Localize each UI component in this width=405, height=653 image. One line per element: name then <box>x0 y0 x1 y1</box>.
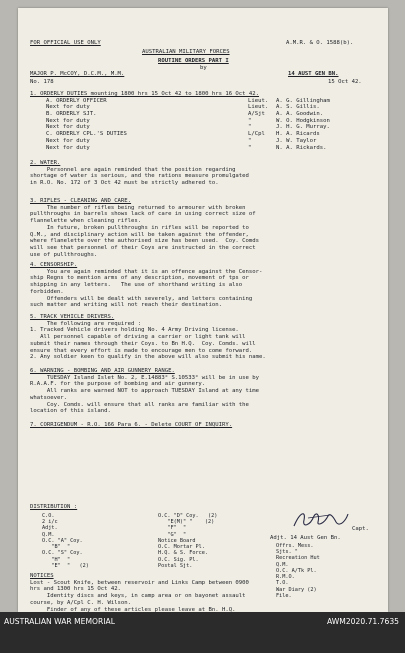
duty-rank: " <box>248 137 252 144</box>
duty-rank: A/Sjt <box>248 111 265 118</box>
distribution-entry: O.C. Mortar Pl. <box>158 544 205 551</box>
paragraph-line: use of pullthroughs. <box>30 251 98 258</box>
distribution-entry: R.M.O. <box>276 574 295 581</box>
section-heading: 6. WARNING - BOMBING AND AIR GUNNERY RANGE. <box>30 368 175 374</box>
archive-name: AUSTRALIAN WAR MEMORIAL <box>4 617 115 626</box>
paragraph-line: In future, broken pullthroughs in rifles will be reported to <box>30 224 249 231</box>
paragraph-line: in R.O. No. 172 of 3 Oct 42 must be strictly adhered to. <box>30 180 219 187</box>
section-water <box>30 160 380 187</box>
paragraph-line: flannelette when cleaning rifles. <box>30 218 142 225</box>
paragraph-line: pullthroughs in barrels shows lack of care in using correct size of <box>30 211 256 218</box>
duty-name: A. A. Goodwin. <box>276 111 324 118</box>
paragraph-line: Q.M., and disciplinary action will be taken against the offender, <box>30 231 249 238</box>
paragraph-line: Lost - Scout Knife, between reservoir and Links Camp between 0900 <box>30 579 249 586</box>
paragraph-line: Coy. Comds. will ensure that all ranks are familiar with the <box>30 401 249 408</box>
section-heading: 5. TRACK VEHICLE DRIVERS. <box>30 314 115 320</box>
section-censorship <box>30 262 380 309</box>
duty-rank: " <box>248 124 252 131</box>
duty-row <box>30 104 380 111</box>
distribution-entry: O.C. "D" Coy. (2) <box>158 513 218 519</box>
archive-footer <box>0 612 405 653</box>
section-orderly-duties <box>30 91 380 151</box>
order-date: 15 Oct 42. <box>328 79 362 85</box>
duty-label: Next for duty <box>46 137 90 144</box>
paragraph-line: hrs and 1300 hrs 15 Oct 42. <box>30 586 121 593</box>
duty-row <box>30 98 380 105</box>
distribution-heading: DISTRIBUTION : <box>30 504 78 510</box>
duty-name: J. H. G. Murray. <box>276 124 330 131</box>
organization-title: AUSTRALIAN MILITARY FORCES <box>142 49 230 55</box>
section-heading: 4. CENSORSHIP. <box>30 262 78 268</box>
distribution-entry: C.O. <box>42 513 55 519</box>
distribution-column-1 <box>42 513 89 569</box>
paragraph-line: 1. Tracked Vehicle drivers holding No. 4 Army Driving license. <box>30 327 239 334</box>
distribution-entry: Recreation Hut <box>276 555 320 562</box>
distribution-entry: Notice Board <box>158 537 196 544</box>
paragraph-line: whatsoever. <box>30 394 68 401</box>
section-heading: 2. WATER. <box>30 160 61 166</box>
distribution-entry: Postal Sjt. <box>158 562 193 569</box>
distribution-entry: "G" " <box>158 531 187 538</box>
paragraph-line: where flanelette over the authorised size has been used. Coy. Comds <box>30 238 260 245</box>
distribution-entry: "F" " <box>158 525 187 532</box>
duty-name: A. S. Gillis. <box>276 104 320 111</box>
paragraph-line: submit their names through their Coys. to Bn H.Q. Coy. Comds. will <box>30 340 256 347</box>
section-notices <box>30 573 380 612</box>
paragraph-line: The following are required : <box>30 320 142 327</box>
by-label: by <box>200 65 207 71</box>
duty-row <box>30 124 380 131</box>
section-heading: 1. ORDERLY DUTIES mounting 1800 hrs 15 Oct 42 to 1800 hrs 16 Oct 42. <box>30 91 260 97</box>
distribution-entry: "B" " <box>42 544 71 551</box>
paragraph-line: You are again reminded that it is an offence against the Censor- <box>30 268 263 275</box>
distribution-entry: O.C. "A" Coy. <box>42 537 83 544</box>
paragraph-line: TUESDAY Island Islet No. 2, E.14883° S.10533° will be in use by <box>30 374 260 381</box>
paragraph-line: Finder of any of these articles please leave at Bn. H.Q. <box>30 606 236 612</box>
section-track-vehicle-drivers <box>30 314 380 361</box>
document-page <box>18 8 388 612</box>
distribution-entry: War Diary (2) <box>276 586 317 593</box>
distribution-entry: Adjt. <box>42 525 58 532</box>
paragraph-line: location of this island. <box>30 408 111 415</box>
section-heading: NOTICES <box>30 573 54 579</box>
distribution-entry: Offrs. Mess. <box>276 543 314 549</box>
duty-row <box>30 118 380 125</box>
duty-label: A. ORDERLY OFFICER <box>46 97 107 104</box>
reference-number: A.M.R. & O. 1588(b). <box>286 40 354 46</box>
duty-label: B. ORDERLY SJT. <box>46 111 97 118</box>
paragraph-line: 2. Any soldier keen to qualify in the above will also submit his name. <box>30 354 266 361</box>
duty-rank: " <box>248 117 252 124</box>
duty-row <box>30 145 380 152</box>
distribution-entry: Q.M. <box>42 531 55 538</box>
signature-rank: Capt. <box>352 526 369 532</box>
distribution-entry: 2 i/c <box>42 519 58 526</box>
paragraph-line: course, by A/Cpl C. H. Wilson. <box>30 599 132 606</box>
document-title: ROUTINE ORDERS PART I <box>158 58 229 64</box>
paragraph-line: All personnel capable of driving a carrier or light tank will <box>30 334 246 341</box>
distribution-entry: Sjts. " <box>276 549 298 556</box>
duty-row <box>30 131 380 138</box>
distribution-entry: T.O. <box>276 580 289 587</box>
distribution-entry: Q.M. <box>276 561 289 568</box>
duty-label: Next for duty <box>46 124 90 131</box>
distribution-column-2 <box>158 513 217 569</box>
duty-row <box>30 111 380 118</box>
unit-name: 14 AUST GEN BN. <box>288 71 339 77</box>
paragraph-line: Personnel are again reminded that the position regarding <box>30 166 236 173</box>
archive-item-id: AWM2020.71.7635 <box>327 617 399 626</box>
duty-name: N. A. Rickards. <box>276 144 327 151</box>
section-corrigendum <box>30 422 380 429</box>
distribution-entry: File. <box>276 592 292 599</box>
duty-name: H. A. Ricards <box>276 131 320 138</box>
distribution-entry: O.C. "S" Coy. <box>42 550 83 557</box>
duty-label: C. ORDERLY CPL.'S DUTIES <box>46 131 127 138</box>
section-bombing-range-warning <box>30 368 380 415</box>
duty-name: W. O. Hodgkinson <box>276 117 330 124</box>
duty-rank: L/Cpl <box>248 131 265 138</box>
duty-rank: Lieut. <box>248 97 269 104</box>
section-rifles <box>30 198 380 258</box>
distribution-entry: "E(M)" " (2) <box>158 519 215 526</box>
distribution-entry: H.Q. & S. Force. <box>158 550 208 557</box>
distribution-entry: "H" " <box>42 556 71 563</box>
distribution-entry: O.C. Sig. Pl. <box>158 556 199 563</box>
duty-label: Next for duty <box>46 117 90 124</box>
distribution-entry: "E" " (2) <box>42 562 89 569</box>
paragraph-line: The number of rifles being returned to armourer with broken <box>30 204 246 211</box>
distribution-entry: O.C. A/Tk Pl. <box>276 567 317 574</box>
paragraph-line: such matter and writing will not reach their destination. <box>30 302 222 309</box>
paragraph-line: All ranks are warned NOT to approach TUESDAY Island at any time <box>30 388 260 395</box>
classification-label: FOR OFFICIAL USE ONLY <box>30 40 101 46</box>
signature-appointment: Adjt. 14 Aust Gen Bn. <box>270 535 341 541</box>
duty-label: Next for duty <box>46 104 90 111</box>
paragraph-line: shipping in any letters. The use of shorthand writing is also <box>30 282 243 289</box>
duty-name: J. W. Taylor <box>276 137 317 144</box>
duty-name: A. G. Gillingham <box>276 97 330 104</box>
duty-rank: " <box>248 144 252 151</box>
paragraph-line: Identity discs and keys, in camp area or on bayonet assault <box>30 593 246 600</box>
order-number: No. 178 <box>30 79 54 85</box>
duty-rank: Lieut. <box>248 104 269 111</box>
paragraph-line: ship Regns to mention arms of any description, movement of tps or <box>30 275 249 282</box>
paragraph-line: R.A.A.F. for the purpose of bombing and air gunnery. <box>30 381 206 388</box>
section-heading: 3. RIFLES - CLEANING AND CARE. <box>30 198 132 204</box>
duty-row <box>30 138 380 145</box>
section-heading: 7. CORRIGENDUM - R.O. 166 Para 6. - Delete COURT OF INQUIRY. <box>30 422 233 428</box>
paragraph-line: Offenders will be dealt with severely, and letters containing <box>30 295 253 302</box>
handwritten-signature <box>290 506 352 534</box>
paragraph-line: forbidden. <box>30 288 64 295</box>
duty-label: Next for duty <box>46 144 90 151</box>
paragraph-line: will see that personnel of their Coys are instructed in the correct <box>30 244 256 251</box>
paragraph-line: ensure that every effort is made to encourage men to come forward. <box>30 347 253 354</box>
paragraph-line: shortage of water is serious, and the rations measure promulgated <box>30 173 249 180</box>
author-line: MAJOR P. McCOY, D.C.M., M.M. <box>30 71 125 77</box>
